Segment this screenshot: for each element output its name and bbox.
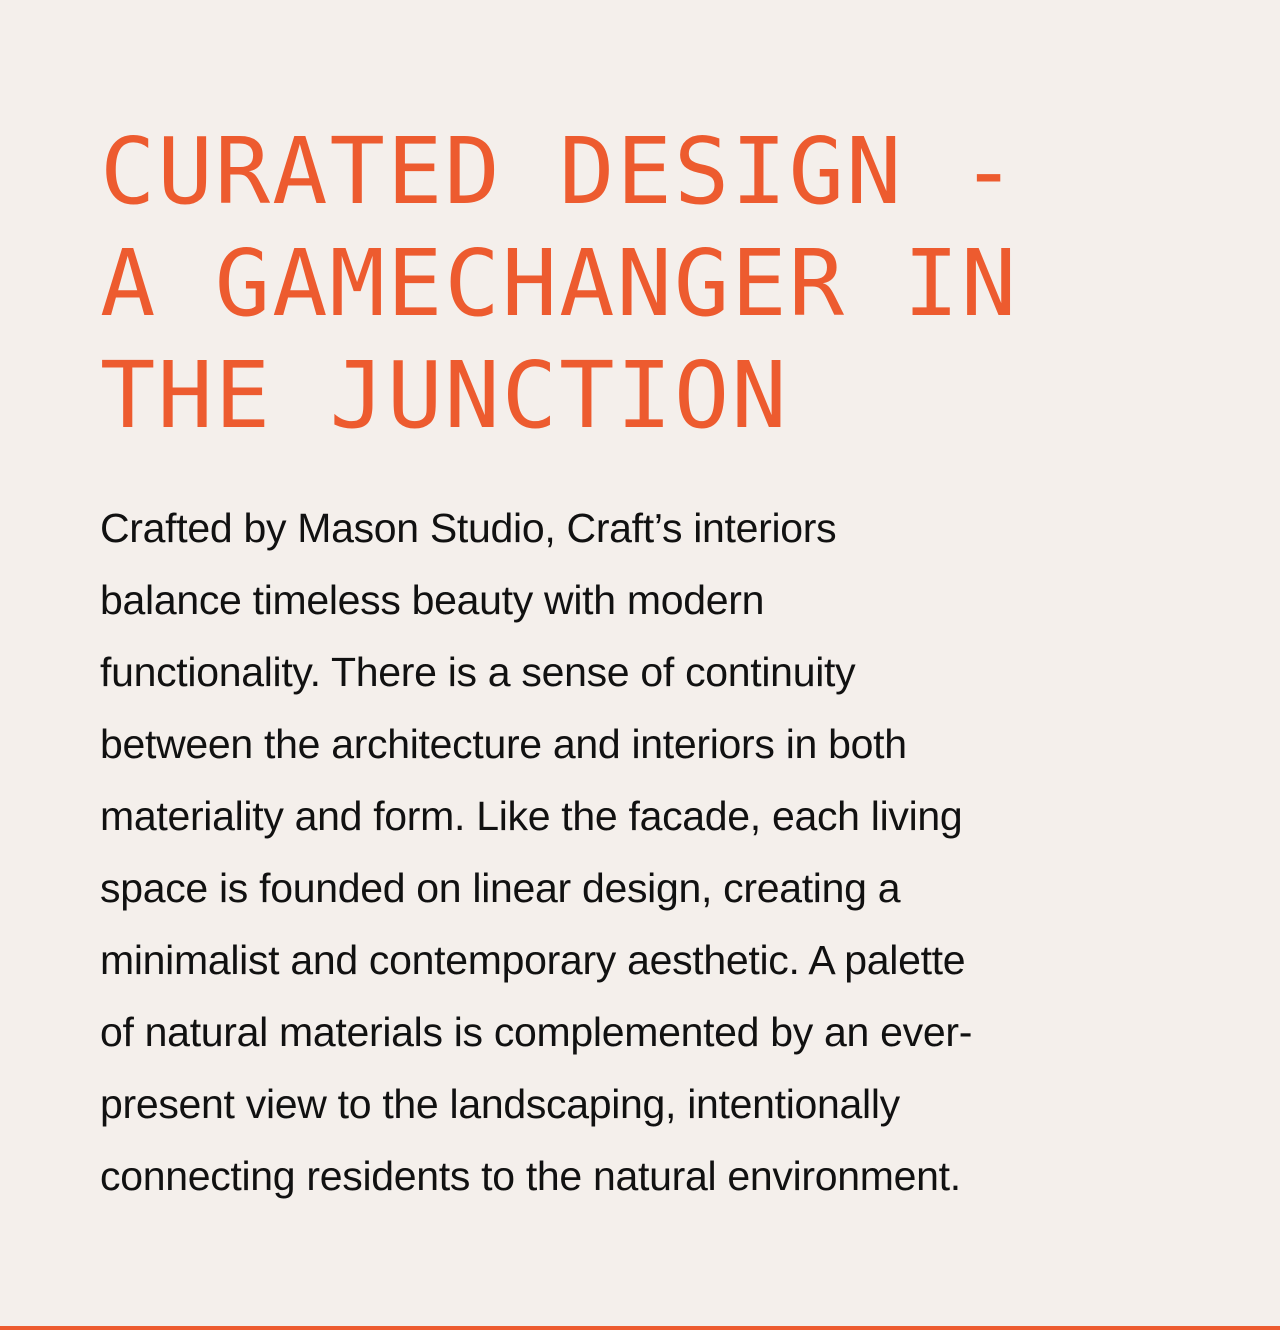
body-line: functionality. There is a sense of continuity: [100, 649, 856, 695]
heading-line: A GAMECHANGER IN: [100, 230, 1019, 337]
heading-line: THE JUNCTION: [100, 342, 789, 449]
body-line: space is founded on linear design, creating a: [100, 865, 901, 911]
body-line: connecting residents to the natural environment.: [100, 1153, 961, 1199]
heading-line: CURATED DESIGN -: [100, 118, 1019, 225]
body-line: materiality and form. Like the facade, each living: [100, 793, 963, 839]
body-paragraph: [100, 492, 1170, 1212]
body-line: balance timeless beauty with modern: [100, 577, 765, 623]
body-line: between the architecture and interiors in both: [100, 721, 907, 767]
bottom-divider: [0, 1326, 1280, 1330]
body-line: Crafted by Mason Studio, Craft’s interiors: [100, 505, 837, 551]
body-line: of natural materials is complemented by an ever-: [100, 1009, 973, 1055]
body-line: present view to the landscaping, intentionally: [100, 1081, 900, 1127]
body-line: minimalist and contemporary aesthetic. A palette: [100, 937, 966, 983]
section-heading: [100, 116, 1200, 452]
